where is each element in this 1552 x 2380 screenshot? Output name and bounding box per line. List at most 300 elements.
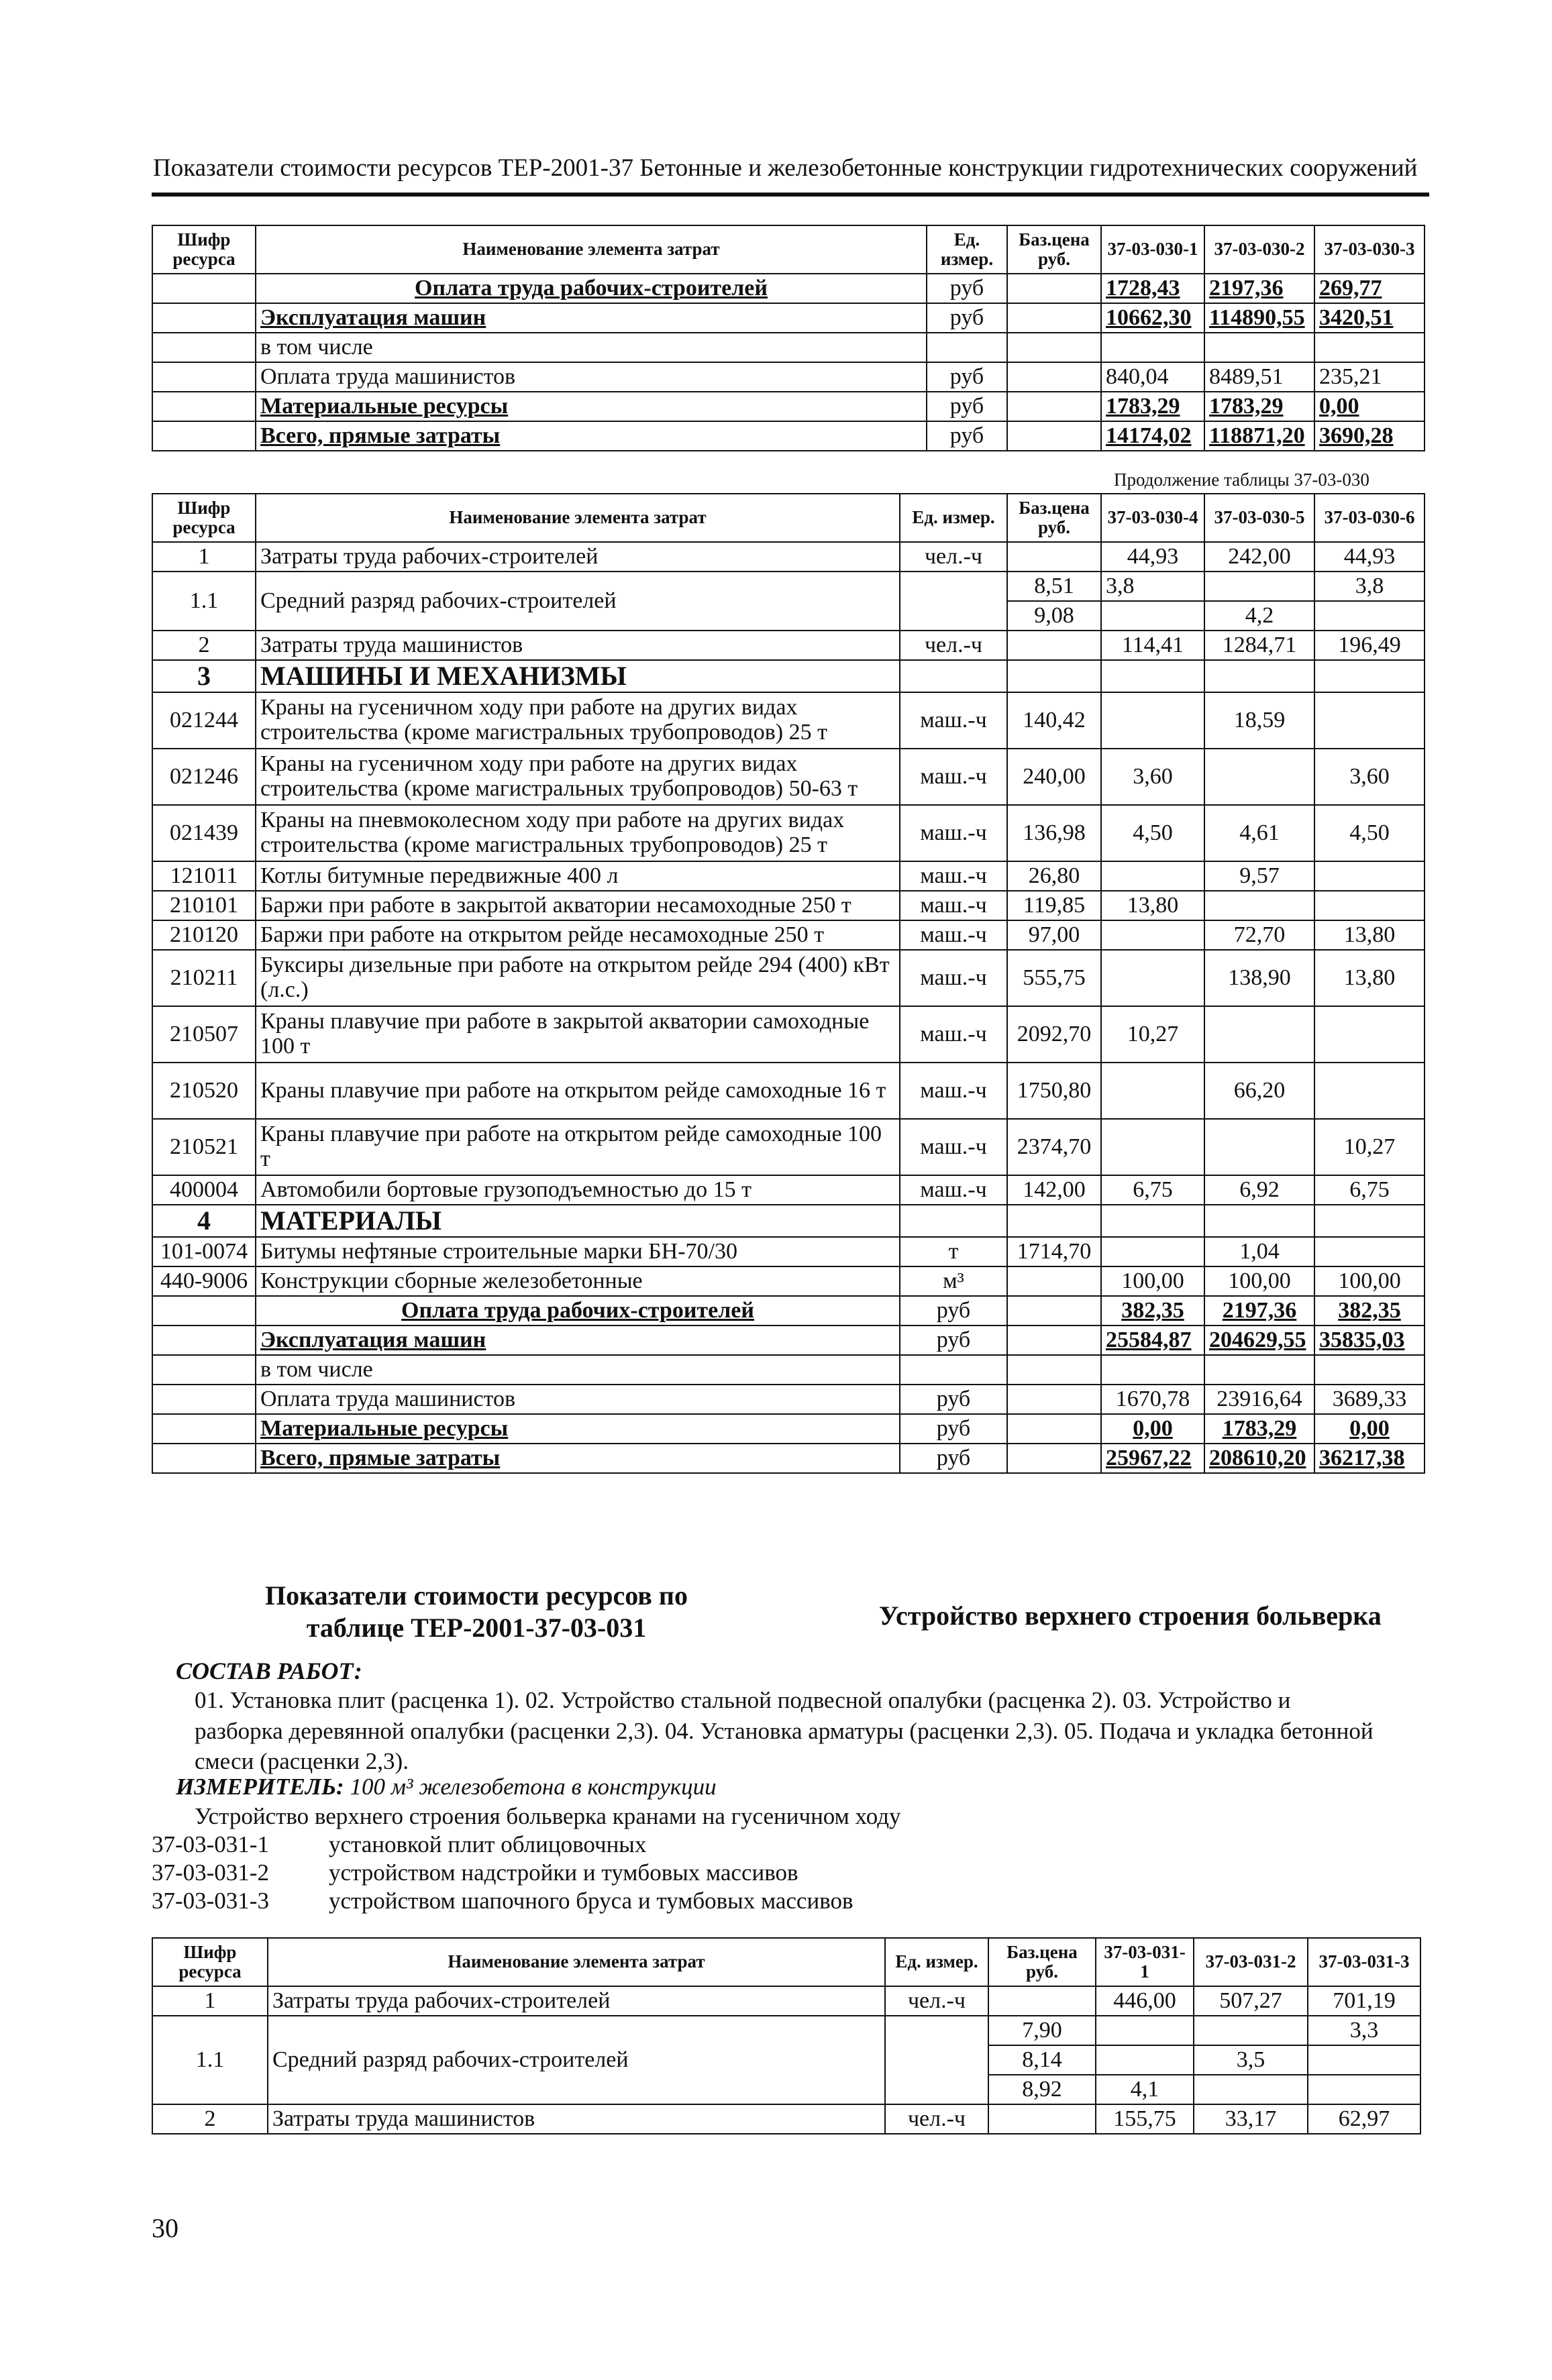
cell-value: 10662,30	[1101, 303, 1204, 333]
cell-value: 33,17	[1194, 2104, 1308, 2134]
col-header-price: Баз.цена руб.	[1007, 225, 1101, 274]
cell-value	[1314, 1237, 1425, 1266]
cell-value: 23916,64	[1204, 1385, 1314, 1414]
cell-value	[1101, 920, 1204, 950]
cell-value: 242,00	[1204, 542, 1314, 572]
cell-value	[1101, 1205, 1204, 1237]
page-header: Показатели стоимости ресурсов ТЕР-2001-37 Бетонные и железобетонные конструкции гидротехнических сооружений	[153, 154, 1418, 182]
cell-code: 3	[152, 660, 256, 692]
cell-name: Оплата труда машинистов	[256, 1385, 900, 1414]
cell-unit: маш.-ч	[900, 1063, 1007, 1119]
cell-unit: м³	[900, 1266, 1007, 1296]
cell-price	[1007, 1296, 1101, 1326]
table-row	[152, 2104, 1420, 2134]
rate-description: устройством надстройки и тумбовых массивов	[329, 1859, 798, 1886]
cell-value	[1204, 1119, 1314, 1175]
page-number: 30	[152, 2213, 178, 2243]
cell-value: 3,60	[1314, 749, 1425, 805]
cell-code	[152, 362, 256, 392]
cell-price	[1007, 392, 1101, 421]
cell-value	[1101, 1119, 1204, 1175]
cell-value: 3,8	[1314, 572, 1425, 601]
cell-code: 210507	[152, 1006, 256, 1063]
cell-value: 1783,29	[1204, 392, 1314, 421]
cell-value: 1670,78	[1101, 1385, 1204, 1414]
cell-unit	[900, 572, 1007, 631]
cell-value: 382,35	[1314, 1296, 1425, 1326]
cell-value	[1314, 861, 1425, 891]
cell-value: 0,00	[1314, 392, 1425, 421]
table-row	[152, 950, 1425, 1006]
cell-code: 101-0074	[152, 1237, 256, 1266]
table-header-row	[152, 1938, 1420, 1986]
cell-price	[1007, 1414, 1101, 1444]
cell-unit	[927, 333, 1007, 362]
cell-value	[1204, 1205, 1314, 1237]
cell-code	[152, 1385, 256, 1414]
cell-code: 021439	[152, 805, 256, 861]
cell-unit: маш.-ч	[900, 692, 1007, 749]
cell-unit: руб	[900, 1414, 1007, 1444]
continuation-note: Продолжение таблицы 37-03-030	[1114, 470, 1369, 490]
cell-value	[1308, 2075, 1420, 2104]
cell-value: 507,27	[1194, 1986, 1308, 2016]
cell-unit	[900, 1205, 1007, 1237]
cell-name: Затраты труда рабочих-строителей	[268, 1986, 885, 2016]
section-intro: Устройство верхнего строения больверка кранами на гусеничном ходу	[195, 1803, 901, 1829]
table-row	[152, 362, 1425, 392]
cell-unit: маш.-ч	[900, 1119, 1007, 1175]
cell-price	[1007, 660, 1101, 692]
cell-unit	[900, 1355, 1007, 1385]
cell-price: 2374,70	[1007, 1119, 1101, 1175]
cell-name: Затраты труда машинистов	[256, 631, 900, 660]
table-header-row	[152, 494, 1425, 542]
section-subtitle: Устройство верхнего строения больверка	[879, 1601, 1382, 1631]
cell-value	[1204, 660, 1314, 692]
cell-unit: маш.-ч	[900, 920, 1007, 950]
cell-value	[1194, 2016, 1308, 2045]
col-header-rate: 37-03-031-2	[1194, 1938, 1308, 1986]
cell-name: МАТЕРИАЛЫ	[256, 1205, 900, 1237]
cell-value: 13,80	[1314, 950, 1425, 1006]
cell-price	[1007, 1385, 1101, 1414]
table-row	[152, 1006, 1425, 1063]
col-header-name: Наименование элемента затрат	[256, 494, 900, 542]
col-header-rate: 37-03-030-2	[1204, 225, 1314, 274]
cell-value	[1204, 891, 1314, 920]
cell-price	[1007, 421, 1101, 451]
cell-name: Автомобили бортовые грузоподъемностью до 15 т	[256, 1175, 900, 1205]
cell-unit	[900, 660, 1007, 692]
cell-name: Эксплуатация машин	[256, 1326, 900, 1355]
cell-value	[1101, 660, 1204, 692]
cell-name: Всего, прямые затраты	[256, 1444, 900, 1473]
cell-code: 2	[152, 2104, 268, 2134]
cell-unit: руб	[900, 1326, 1007, 1355]
cell-price	[1007, 542, 1101, 572]
table-header-row	[152, 225, 1425, 274]
cell-unit: маш.-ч	[900, 805, 1007, 861]
table-row	[152, 631, 1425, 660]
cell-unit: руб	[927, 274, 1007, 303]
cell-price: 7,90	[988, 2016, 1096, 2045]
cell-value	[1101, 861, 1204, 891]
cell-price: 140,42	[1007, 692, 1101, 749]
section-title: Показатели стоимости ресурсов по таблице ТЕР-2001-37-03-031	[265, 1580, 688, 1643]
resource-table-031	[152, 1937, 1421, 2134]
cell-code: 1	[152, 542, 256, 572]
table-row	[152, 1414, 1425, 1444]
cell-value	[1314, 660, 1425, 692]
cell-unit: руб	[927, 421, 1007, 451]
cell-name: Краны плавучие при работе на открытом рейде самоходные 100 т	[256, 1119, 900, 1175]
cell-code: 021246	[152, 749, 256, 805]
resource-table-030-1-3	[152, 225, 1425, 451]
cell-unit: маш.-ч	[900, 749, 1007, 805]
cell-value: 8489,51	[1204, 362, 1314, 392]
cell-value: 1783,29	[1101, 392, 1204, 421]
cell-unit: руб	[900, 1444, 1007, 1473]
cell-code	[152, 303, 256, 333]
cell-unit: маш.-ч	[900, 1175, 1007, 1205]
cell-price: 9,08	[1007, 601, 1101, 631]
cell-name: Краны плавучие при работе на открытом рейде самоходные 16 т	[256, 1063, 900, 1119]
cell-unit: руб	[900, 1296, 1007, 1326]
cell-price: 119,85	[1007, 891, 1101, 920]
cell-name: Баржи при работе в закрытой акватории несамоходные 250 т	[256, 891, 900, 920]
cell-value: 72,70	[1204, 920, 1314, 950]
cell-unit: чел.-ч	[900, 542, 1007, 572]
col-header-rate: 37-03-030-6	[1314, 494, 1425, 542]
cell-value: 196,49	[1314, 631, 1425, 660]
table-row	[152, 1205, 1425, 1237]
cell-value: 35835,03	[1314, 1326, 1425, 1355]
cell-code	[152, 421, 256, 451]
cell-name: Оплата труда машинистов	[256, 362, 927, 392]
cell-name: Всего, прямые затраты	[256, 421, 927, 451]
table-row	[152, 2016, 1420, 2045]
cell-code: 210120	[152, 920, 256, 950]
cell-value	[1101, 601, 1204, 631]
col-header-name: Наименование элемента затрат	[256, 225, 927, 274]
cell-unit: руб	[927, 392, 1007, 421]
cell-value	[1314, 1355, 1425, 1385]
cell-name: Материальные ресурсы	[256, 1414, 900, 1444]
resource-table-030-4-6	[152, 493, 1425, 1474]
table-row	[152, 333, 1425, 362]
header-rule	[152, 193, 1429, 197]
cell-name: в том числе	[256, 1355, 900, 1385]
cell-value	[1101, 950, 1204, 1006]
cell-unit: чел.-ч	[885, 1986, 988, 2016]
cell-price	[1007, 333, 1101, 362]
table-row	[152, 1266, 1425, 1296]
cell-code: 1	[152, 1986, 268, 2016]
cell-value	[1314, 1063, 1425, 1119]
table-row	[152, 1355, 1425, 1385]
table-row	[152, 392, 1425, 421]
cell-price: 26,80	[1007, 861, 1101, 891]
cell-value: 3420,51	[1314, 303, 1425, 333]
cell-value: 4,50	[1314, 805, 1425, 861]
cell-value	[1096, 2016, 1194, 2045]
cell-value: 269,77	[1314, 274, 1425, 303]
table-row	[152, 805, 1425, 861]
cell-value: 100,00	[1204, 1266, 1314, 1296]
meter-line	[176, 1774, 717, 1800]
cell-code	[152, 274, 256, 303]
table-row	[152, 1986, 1420, 2016]
cell-value: 4,2	[1204, 601, 1314, 631]
cell-unit: чел.-ч	[885, 2104, 988, 2134]
cell-value: 36217,38	[1314, 1444, 1425, 1473]
cell-value: 3689,33	[1314, 1385, 1425, 1414]
cell-value: 4,1	[1096, 2075, 1194, 2104]
cell-value: 6,75	[1314, 1175, 1425, 1205]
cell-price: 142,00	[1007, 1175, 1101, 1205]
cell-value: 25967,22	[1101, 1444, 1204, 1473]
cell-value: 44,93	[1101, 542, 1204, 572]
cell-value: 13,80	[1314, 920, 1425, 950]
cell-value	[1194, 2075, 1308, 2104]
table-row	[152, 1385, 1425, 1414]
col-header-unit: Ед. измер.	[927, 225, 1007, 274]
table-row	[152, 749, 1425, 805]
cell-value: 208610,20	[1204, 1444, 1314, 1473]
cell-unit: руб	[927, 362, 1007, 392]
cell-value: 25584,87	[1101, 1326, 1204, 1355]
cell-name: Буксиры дизельные при работе на открытом рейде 294 (400) кВт (л.с.)	[256, 950, 900, 1006]
table-row	[152, 542, 1425, 572]
cell-value: 0,00	[1314, 1414, 1425, 1444]
cell-unit: маш.-ч	[900, 891, 1007, 920]
cell-name: МАШИНЫ И МЕХАНИЗМЫ	[256, 660, 900, 692]
work-composition-label: СОСТАВ РАБОТ:	[176, 1658, 362, 1684]
cell-price: 1714,70	[1007, 1237, 1101, 1266]
cell-value: 1728,43	[1101, 274, 1204, 303]
cell-value	[1204, 572, 1314, 601]
cell-price: 555,75	[1007, 950, 1101, 1006]
cell-price: 2092,70	[1007, 1006, 1101, 1063]
cell-value	[1101, 1237, 1204, 1266]
cell-name: Материальные ресурсы	[256, 392, 927, 421]
cell-name: Эксплуатация машин	[256, 303, 927, 333]
cell-code: 2	[152, 631, 256, 660]
rate-code: 37-03-031-2	[152, 1859, 269, 1886]
cell-name: Краны на гусеничном ходу при работе на других видах строительства (кроме магистральных трубопроводов) 25 т	[256, 692, 900, 749]
col-header-rate: 37-03-030-4	[1101, 494, 1204, 542]
cell-value	[1096, 2045, 1194, 2075]
cell-code: 121011	[152, 861, 256, 891]
cell-value	[1204, 749, 1314, 805]
cell-price	[1007, 1266, 1101, 1296]
cell-value	[1308, 2045, 1420, 2075]
cell-unit: маш.-ч	[900, 861, 1007, 891]
cell-value: 3,8	[1101, 572, 1204, 601]
cell-value: 204629,55	[1204, 1326, 1314, 1355]
cell-price	[1007, 1355, 1101, 1385]
col-header-name: Наименование элемента затрат	[268, 1938, 885, 1986]
col-header-code: Шифр ресурса	[152, 494, 256, 542]
cell-name: Баржи при работе на открытом рейде несамоходные 250 т	[256, 920, 900, 950]
table-row	[152, 1063, 1425, 1119]
cell-value: 2197,36	[1204, 1296, 1314, 1326]
cell-price	[1007, 631, 1101, 660]
table-row	[152, 891, 1425, 920]
cell-price: 240,00	[1007, 749, 1101, 805]
cell-price: 8,51	[1007, 572, 1101, 601]
cell-price	[1007, 1205, 1101, 1237]
table-row	[152, 1119, 1425, 1175]
cell-value: 4,61	[1204, 805, 1314, 861]
cell-value: 1284,71	[1204, 631, 1314, 660]
cell-value: 0,00	[1101, 1414, 1204, 1444]
cell-price	[1007, 362, 1101, 392]
table-row	[152, 421, 1425, 451]
cell-value: 138,90	[1204, 950, 1314, 1006]
cell-value: 118871,20	[1204, 421, 1314, 451]
cell-value: 4,50	[1101, 805, 1204, 861]
cell-value: 446,00	[1096, 1986, 1194, 2016]
cell-value: 1,04	[1204, 1237, 1314, 1266]
rate-code: 37-03-031-1	[152, 1831, 269, 1857]
table-row	[152, 1237, 1425, 1266]
cell-code	[152, 1414, 256, 1444]
rate-description: устройством шапочного бруса и тумбовых массивов	[329, 1888, 853, 1914]
cell-price: 136,98	[1007, 805, 1101, 861]
col-header-rate: 37-03-030-5	[1204, 494, 1314, 542]
cell-name: Оплата труда рабочих-строителей	[256, 274, 927, 303]
cell-value	[1314, 891, 1425, 920]
meter-label: ИЗМЕРИТЕЛЬ:	[176, 1774, 344, 1800]
cell-value	[1101, 692, 1204, 749]
cell-value	[1101, 1355, 1204, 1385]
col-header-unit: Ед. измер.	[885, 1938, 988, 1986]
cell-value: 155,75	[1096, 2104, 1194, 2134]
cell-code	[152, 392, 256, 421]
cell-value: 62,97	[1308, 2104, 1420, 2134]
cell-name: Затраты труда рабочих-строителей	[256, 542, 900, 572]
cell-name: Битумы нефтяные строительные марки БН-70/30	[256, 1237, 900, 1266]
cell-price	[1007, 1326, 1101, 1355]
cell-value: 382,35	[1101, 1296, 1204, 1326]
cell-name: Котлы битумные передвижные 400 л	[256, 861, 900, 891]
cell-name: Оплата труда рабочих-строителей	[256, 1296, 900, 1326]
cell-name: Средний разряд рабочих-строителей	[256, 572, 900, 631]
col-header-code: Шифр ресурса	[152, 1938, 268, 1986]
cell-name: Средний разряд рабочих-строителей	[268, 2016, 885, 2104]
cell-name: Краны на пневмоколесном ходу при работе на других видах строительства (кроме магистральных трубопроводов) 25 т	[256, 805, 900, 861]
table-row	[152, 660, 1425, 692]
rate-code: 37-03-031-3	[152, 1888, 269, 1914]
cell-unit: маш.-ч	[900, 950, 1007, 1006]
cell-price: 8,92	[988, 2075, 1096, 2104]
cell-value: 114,41	[1101, 631, 1204, 660]
cell-code: 440-9006	[152, 1266, 256, 1296]
cell-code	[152, 1296, 256, 1326]
cell-value	[1204, 1006, 1314, 1063]
cell-code	[152, 1355, 256, 1385]
cell-value: 13,80	[1101, 891, 1204, 920]
col-header-rate: 37-03-030-1	[1101, 225, 1204, 274]
cell-value	[1101, 333, 1204, 362]
cell-value: 701,19	[1308, 1986, 1420, 2016]
cell-value: 10,27	[1314, 1119, 1425, 1175]
col-header-price: Баз.цена руб.	[988, 1938, 1096, 1986]
table-row	[152, 303, 1425, 333]
cell-unit: т	[900, 1237, 1007, 1266]
col-header-rate: 37-03-031-1	[1096, 1938, 1194, 1986]
cell-value: 235,21	[1314, 362, 1425, 392]
table-row	[152, 1326, 1425, 1355]
cell-code: 210211	[152, 950, 256, 1006]
cell-unit: руб	[927, 303, 1007, 333]
cell-value: 14174,02	[1101, 421, 1204, 451]
cell-unit: маш.-ч	[900, 1006, 1007, 1063]
col-header-rate: 37-03-030-3	[1314, 225, 1425, 274]
cell-price	[1007, 303, 1101, 333]
cell-value	[1314, 1006, 1425, 1063]
cell-price: 8,14	[988, 2045, 1096, 2075]
table-row	[152, 1444, 1425, 1473]
rate-description: установкой плит облицовочных	[329, 1831, 647, 1857]
col-header-price: Баз.цена руб.	[1007, 494, 1101, 542]
table-row	[152, 692, 1425, 749]
cell-value	[1314, 333, 1425, 362]
cell-unit: чел.-ч	[900, 631, 1007, 660]
cell-price	[1007, 1444, 1101, 1473]
cell-value: 3,3	[1308, 2016, 1420, 2045]
cell-value: 2197,36	[1204, 274, 1314, 303]
cell-value: 66,20	[1204, 1063, 1314, 1119]
cell-code: 1.1	[152, 2016, 268, 2104]
cell-code: 4	[152, 1205, 256, 1237]
cell-value: 44,93	[1314, 542, 1425, 572]
cell-code	[152, 1326, 256, 1355]
table-row	[152, 920, 1425, 950]
cell-value: 3,5	[1194, 2045, 1308, 2075]
cell-value: 6,75	[1101, 1175, 1204, 1205]
table-row	[152, 1296, 1425, 1326]
cell-price	[988, 2104, 1096, 2134]
cell-value	[1314, 1205, 1425, 1237]
cell-code: 400004	[152, 1175, 256, 1205]
cell-name: Краны плавучие при работе в закрытой акватории самоходные 100 т	[256, 1006, 900, 1063]
work-composition-text: 01. Установка плит (расценка 1). 02. Устройство стальной подвесной опалубки (расценка 2). 03. Устройство и разборка деревянной опалубки (расценки 2,3). 04. Установка арматуры (расценки 2,3). 05. Подача и укладка бетонной смеси (расценки 2,3).	[195, 1687, 1374, 1774]
cell-code	[152, 1444, 256, 1473]
table-row	[152, 1175, 1425, 1205]
cell-value: 3,60	[1101, 749, 1204, 805]
cell-code: 1.1	[152, 572, 256, 631]
table-row	[152, 274, 1425, 303]
cell-value: 1783,29	[1204, 1414, 1314, 1444]
cell-value: 100,00	[1314, 1266, 1425, 1296]
cell-price: 97,00	[1007, 920, 1101, 950]
table-row	[152, 572, 1425, 601]
cell-value: 9,57	[1204, 861, 1314, 891]
cell-value: 100,00	[1101, 1266, 1204, 1296]
cell-value	[1204, 333, 1314, 362]
cell-unit: руб	[900, 1385, 1007, 1414]
col-header-unit: Ед. измер.	[900, 494, 1007, 542]
cell-value	[1101, 1063, 1204, 1119]
cell-code	[152, 333, 256, 362]
cell-name: Краны на гусеничном ходу при работе на других видах строительства (кроме магистральных трубопроводов) 50-63 т	[256, 749, 900, 805]
cell-value	[1204, 1355, 1314, 1385]
cell-code: 210101	[152, 891, 256, 920]
cell-code: 210520	[152, 1063, 256, 1119]
